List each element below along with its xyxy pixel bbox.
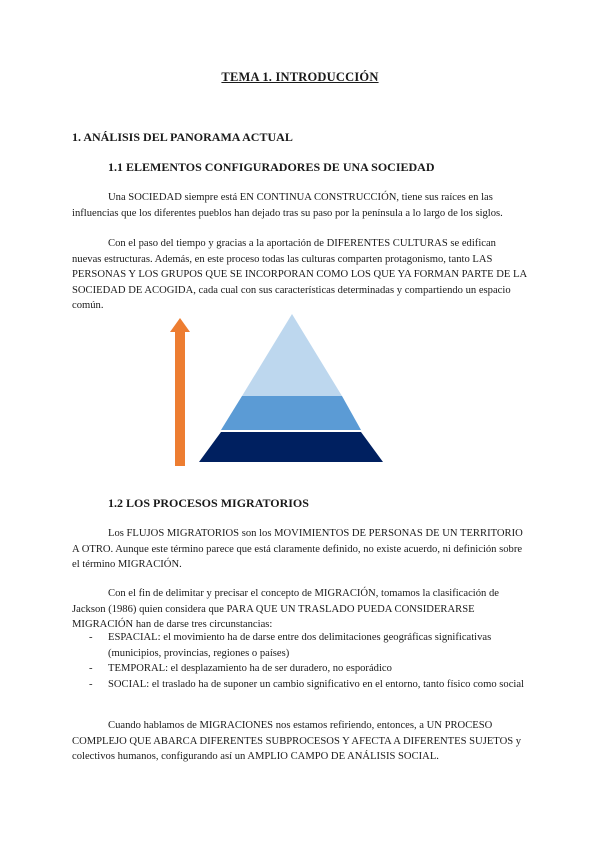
list-item-social xyxy=(72,677,528,693)
list-dash: - xyxy=(89,632,93,643)
pyramid-top-layer xyxy=(242,314,342,396)
list-dash: - xyxy=(89,663,93,674)
paragraph-jackson: Con el fin de delimitar y precisar el concepto de MIGRACIÓN, tomamos la clasificación de Jackson (1986) quien considera que PARA QUE UN TRASLADO PUEDA CONSIDERARSE MIGRACIÓN han de darse tres circunstancias: xyxy=(72,588,499,630)
subsection-heading-elementos: 1.1 ELEMENTOS CONFIGURADORES DE UNA SOCIEDAD xyxy=(108,160,435,174)
paragraph-flujos: Los FLUJOS MIGRATORIOS son los MOVIMIENTOS DE PERSONAS DE UN TERRITORIO A OTRO. Aunque este término parece que está claramente definido, no existe acuerdo, ni definición sobre el término MIGRACIÓN. xyxy=(72,528,523,570)
circumstances-list xyxy=(72,630,528,692)
pyramid-base-layer xyxy=(199,432,383,462)
list-item-temporal xyxy=(72,661,528,677)
paragraph-culturas: Con el paso del tiempo y gracias a la aportación de DIFERENTES CULTURAS se edifican nuevas estructuras. Además, en este proceso todas las culturas comparten protagonismo, tanto LAS PERSONAS Y LOS GRUPOS QUE SE INCORPORAN COMO LOS QUE YA FORMAN PARTE DE LA SOCIEDAD DE ACOGIDA, cada cual con sus características determinadas y compartiendo un espacio común. xyxy=(72,238,527,311)
paragraph-sociedad: Una SOCIEDAD siempre está EN CONTINUA CONSTRUCCIÓN, tiene sus raíces en las influencias que los diferentes pueblos han dejado tras su paso por la península a lo largo de los siglos. xyxy=(72,192,503,219)
list-item-espacial xyxy=(72,630,528,661)
pyramid-svg xyxy=(160,312,400,468)
list-item-text: ESPACIAL: el movimiento ha de darse entre dos delimitaciones geográficas significativas (municipios, provincias, regiones o países) xyxy=(108,632,492,659)
list-item-text: TEMPORAL: el desplazamiento ha de ser duradero, no esporádico xyxy=(108,663,392,674)
pyramid-middle-layer xyxy=(221,396,361,430)
document-title: TEMA 1. INTRODUCCIÓN xyxy=(221,70,379,84)
paragraph-migraciones: Cuando hablamos de MIGRACIONES nos estamos refiriendo, entonces, a UN PROCESO COMPLEJO QUE ABARCA DIFERENTES SUBPROCESOS Y AFECTA A DIFERENTES SUJETOS y colectivos humanos, configurando así un AMPLIO CAMPO DE ANÁLISIS SOCIAL. xyxy=(72,720,522,762)
list-dash: - xyxy=(89,678,93,690)
subsection-heading-procesos: 1.2 LOS PROCESOS MIGRATORIOS xyxy=(108,496,309,510)
upward-arrow-shape xyxy=(170,318,190,466)
list-item-text: SOCIAL: el traslado ha de suponer un cambio significativo en el entorno, tanto físico como social xyxy=(108,678,524,690)
pyramid-figure xyxy=(160,312,400,468)
section-heading-analisis: 1. ANÁLISIS DEL PANORAMA ACTUAL xyxy=(72,130,293,144)
